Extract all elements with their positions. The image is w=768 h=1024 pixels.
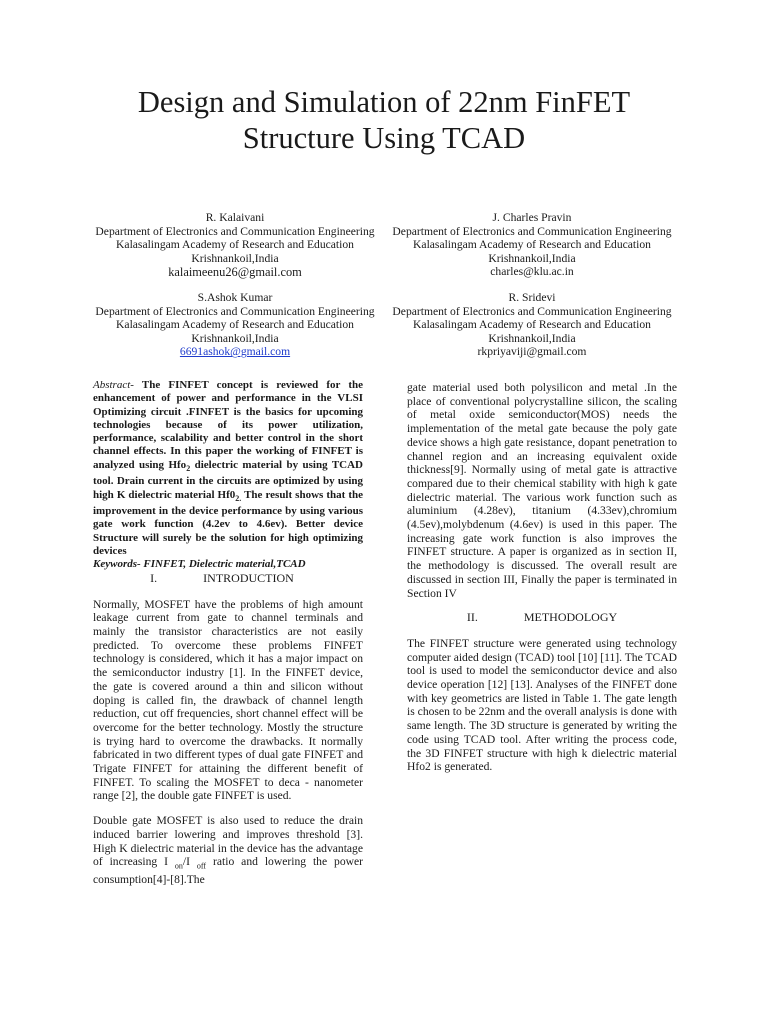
abstract — [93, 379, 363, 558]
author-department: Department of Electronics and Communication Engineering — [95, 224, 375, 238]
section-title: INTRODUCTION — [203, 570, 294, 585]
author-location: Krishnankoil,India — [191, 251, 279, 265]
author-institution: Kalasalingam Academy of Research and Education — [413, 318, 651, 332]
author-location: Krishnankoil,India — [488, 251, 576, 265]
title-line-2: Structure Using TCAD — [242, 121, 526, 155]
author-department: Department of Electronics and Communication Engineering — [95, 304, 375, 318]
section-heading-methodology — [407, 611, 677, 625]
section-title: METHODOLOGY — [523, 610, 618, 625]
author-department: Department of Electronics and Communication Engineering — [392, 224, 672, 238]
subscript-on: on — [174, 861, 183, 871]
section-number: II. — [466, 610, 478, 625]
keywords: Keywords- FINFET, Dielectric material,TCAD — [93, 558, 306, 571]
author-email: rkpriyaviji@gmail.com — [477, 345, 587, 359]
author-name: R. Kalaivani — [205, 211, 265, 224]
author-location: Krishnankoil,India — [191, 331, 279, 345]
author-block-1 — [80, 211, 390, 280]
abstract-text-c: The result shows that the improvement in the device performance by using various gate work function (4.2ev to 4.6ev). Better device Structure will surely be the solution for high optimizing devices — [93, 488, 363, 557]
author-email-link[interactable]: 6691ashok@gmail.com — [179, 345, 291, 359]
author-block-4 — [377, 291, 687, 359]
subscript-off: off — [196, 861, 207, 871]
author-department: Department of Electronics and Communication Engineering — [392, 304, 672, 318]
author-institution: Kalasalingam Academy of Research and Education — [116, 238, 354, 252]
intro-paragraph-2-text-c: ratio and lowering the power consumption[4]-[8].The — [93, 855, 363, 887]
intro-paragraph-1: Normally, MOSFET have the problems of high amount leakage current from gate to channel terminals and mainly the transistor characteristics are not easily predicted. To overcome these problems FINFET technology is considered, which it has a major impact on the semiconductor industry [1]. In the FINFET device, the gate is covered around a thin and silicon without doping is called fin, the drawback of channel length reduction, cut off frequencies, short channel effect will be overcome for the better technology. Mostly the structure is trying hard to overcome the drawbacks. It normally fabricated in two different types of dual gate FINFET and Trigate FINFET for attaining the different benefit of FINFET. To scaling the MOSFET to deca - nanometer range [2], the double gate FINFET is used. — [93, 597, 363, 803]
abstract-text-a: The FINFET concept is reviewed for the enhancement of power and performance in the VLSI Optimizing circuit .FINFET is the basics for upcoming technologies because of its power utilization, performance, scalability and better control in the short channel effects. In this paper the working of FINFET is analyzed using Hfo — [93, 379, 363, 471]
author-institution: Kalasalingam Academy of Research and Education — [413, 238, 651, 252]
right-column — [407, 381, 677, 774]
intro-paragraph-2-text-a: Double gate MOSFET is also used to reduce the drain induced barrier lowering and improves threshold [3]. High K dielectric material in the device has the advantage of increasing I — [93, 814, 363, 869]
intro-paragraph-2-text-b: /I — [182, 855, 197, 869]
abstract-text-b: dielectric material by using TCAD tool. Drain current in the circuits are optimized by using high K dielectric material Hf0 — [93, 458, 363, 501]
title-line-1: Design and Simulation of 22nm FinFET — [137, 85, 631, 119]
author-name: S.Ashok Kumar — [197, 291, 273, 304]
author-institution: Kalasalingam Academy of Research and Education — [116, 318, 354, 332]
abstract-label: Abstract- — [93, 379, 134, 391]
left-column — [93, 379, 363, 887]
author-name: J. Charles Pravin — [492, 211, 572, 224]
methodology-paragraph: The FINFET structure were generated using technology computer aided design (TCAD) tool [10] [11]. The TCAD tool is used to model the semiconductor device and also device operation [12] [13]. Analyses of the FINFET done with key geometrics are listed in Table 1. The gate length is chosen to be 22nm and the overall analysis is done with same length. The 3D structure is generated by writing the code using TCAD tool. After writing the process code, the 3D FINFET structure with high k dielectric material Hfo2 is generated. — [407, 636, 677, 774]
section-heading-introduction — [93, 572, 363, 586]
author-email: charles@klu.ac.in — [490, 265, 574, 279]
author-name: R. Sridevi — [508, 291, 556, 304]
abstract-subscript-a: 2 — [186, 463, 191, 473]
author-email: kalaimeenu26@gmail.com — [168, 265, 302, 280]
intro-paragraph-2 — [93, 814, 363, 887]
author-block-2 — [377, 211, 687, 279]
section-number: I. — [150, 570, 158, 585]
abstract-subscript-b: 2. — [235, 493, 242, 503]
right-paragraph-1: gate material used both polysilicon and metal .In the place of conventional polycrystalline silicon, the scaling of metal oxide semiconductor(MOS) needs the implementation of the metal gate because the poly gate device shows a high gate resistance, dopant penetration to channel region and an increasing equivalent oxide thickness[9]. Normally using of metal gate is attractive compared due to their chemical stability with high k gate dielectric material. The various work function such as aluminium (4.28ev), titanium (4.33ev),chromium (4.5ev),molybdenum (4.6ev) is used in this paper. The increasing gate work function is also improves the FINFET structure. A paper is organized as in section II, the methodology is discussed. The overall result are discussed in section III, Finally the paper is terminated in Section IV — [407, 381, 677, 600]
paper-title — [60, 84, 708, 156]
author-block-3 — [80, 291, 390, 359]
author-location: Krishnankoil,India — [488, 331, 576, 345]
